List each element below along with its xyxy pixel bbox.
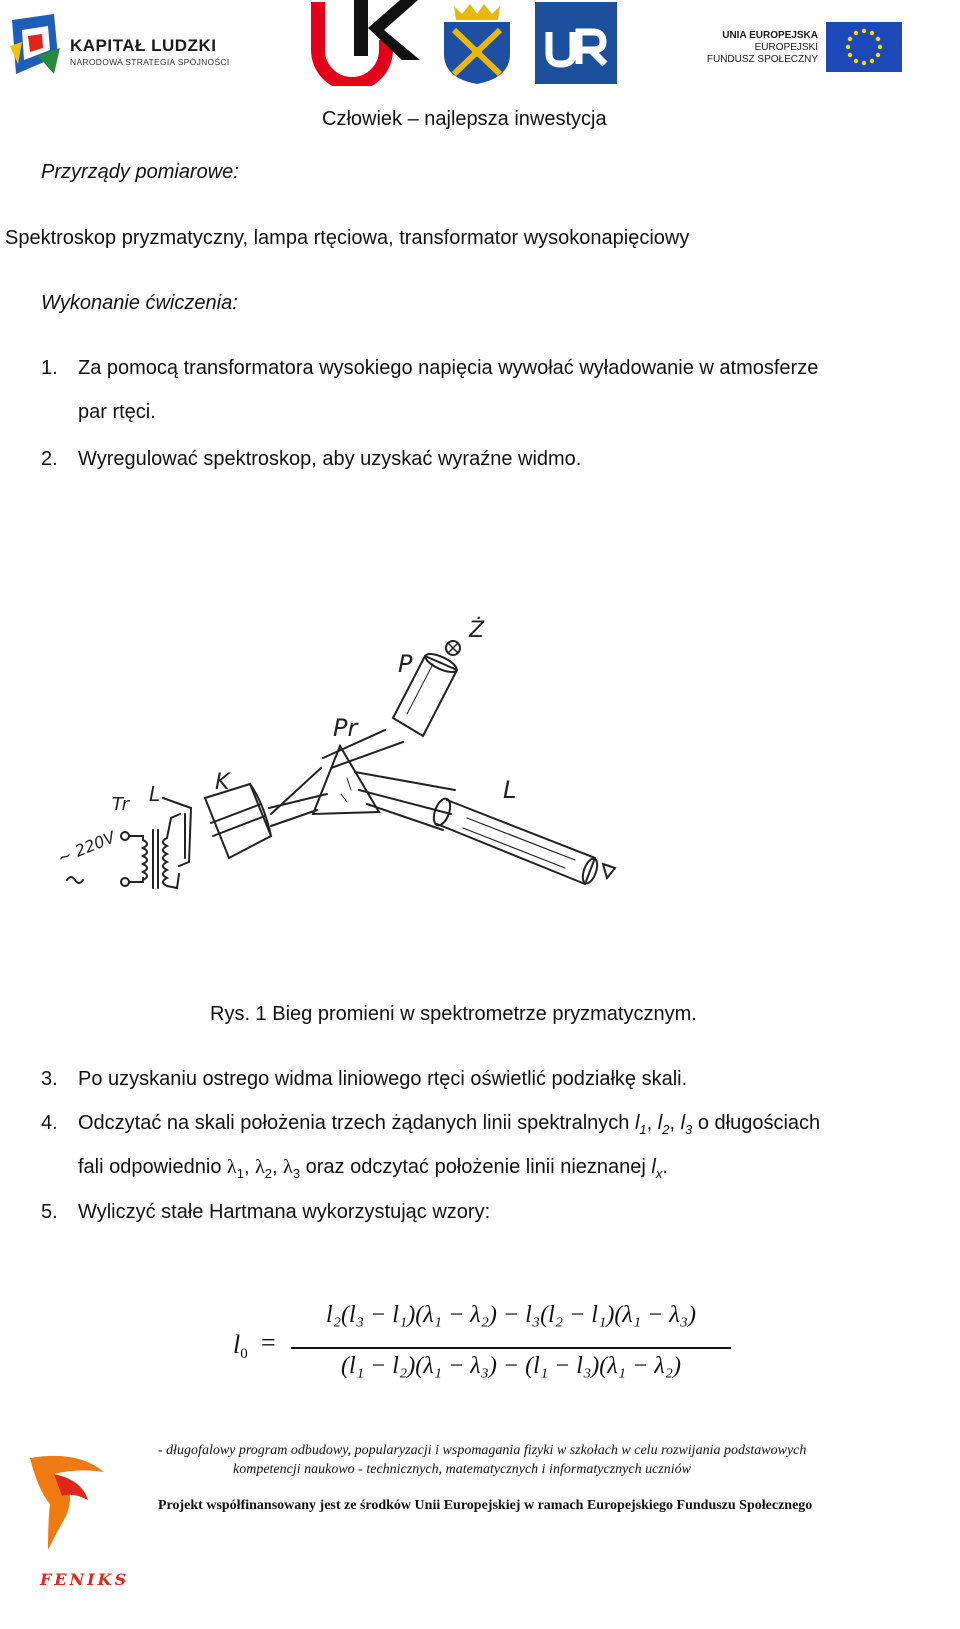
eu-text-block <box>706 30 818 66</box>
kapital-ludzki-subtitle: NARODOWA STRATEGIA SPÓJNOŚCI <box>70 57 230 67</box>
step-number: 5. <box>41 1201 58 1223</box>
formula-numerator: l₂(l₃ − l₁)(λ₁ − λ₂) − l₃(l₂ − l₁)(λ₁ − λ₃) <box>326 1302 696 1328</box>
step-number: 3. <box>41 1068 58 1090</box>
label-p: P <box>398 650 413 678</box>
eu-text-line3: FUNDUSZ SPOŁECZNY <box>706 54 818 65</box>
step-number: 4. <box>41 1112 58 1134</box>
symbol-l2: $l_2$ <box>657 1112 670 1137</box>
label-k: K <box>215 770 230 795</box>
eu-text-line2: EUROPEJSKI <box>754 42 818 53</box>
step-number: 1. <box>41 357 58 379</box>
step-text: Po uzyskaniu ostrego widma liniowego rtęci oświetlić podziałkę skali. <box>78 1068 688 1090</box>
formula-lhs: $l_0$ <box>233 1330 248 1362</box>
coat-of-arms-icon <box>438 2 516 86</box>
step-text: Wyregulować spektroskop, aby uzyskać wyraźne widmo. <box>78 448 582 470</box>
kapital-ludzki-title: KAPITAŁ LUDZKI <box>70 36 217 55</box>
label-lamp: L <box>149 782 161 806</box>
fraction-bar <box>291 1347 731 1349</box>
symbol-lambda2: $\lambda_2$ <box>255 1156 272 1181</box>
footer-line2: kompetencji naukowo - technicznych, matematycznych i informatycznych uczniów <box>233 1462 691 1477</box>
uj-logo <box>310 0 422 86</box>
feniks-wordmark: FENIKS <box>40 1570 130 1589</box>
feniks-logo-icon <box>18 1450 128 1562</box>
formula-equals: = <box>261 1328 276 1357</box>
symbol-l3: $l_3$ <box>680 1112 693 1137</box>
symbol-lx: $l_x$ <box>651 1156 663 1181</box>
step-text: Odczytać na skali położenia trzech żądanych linii spektralnych $l_1$ , $l_2$ , $l_3$ o długościach <box>78 1112 821 1137</box>
footer-line1: - długofalowy program odbudowy, popularyzacji i wspomagania fizyki w szkołach w celu rozwijania podstawowych <box>158 1443 807 1458</box>
footer-line3: Projekt współfinansowany jest ze środków Unii Europejskiej w ramach Europejskiego Funduszu Społecznego <box>158 1498 813 1513</box>
symbol-l1: $l_1$ <box>634 1112 647 1137</box>
eu-text-line1: UNIA EUROPEJSKA <box>722 30 818 41</box>
heading-procedure: Wykonanie ćwiczenia: <box>41 292 238 314</box>
heading-instruments: Przyrządy pomiarowe: <box>41 161 239 183</box>
kapital-ludzki-emblem <box>8 12 64 82</box>
label-tr: Tr <box>112 794 129 815</box>
hartmann-formula <box>233 1300 753 1400</box>
step-text-continuation: fali odpowiednio $\lambda_1$, $\lambda_2$, $\lambda_3$ oraz odczytać położenie linii nieznanej $l_x$. <box>78 1156 668 1181</box>
header-slogan: Człowiek – najlepsza inwestycja <box>322 108 607 130</box>
symbol-lambda1: $\lambda_1$ <box>227 1156 244 1181</box>
step-text: Wyliczyć stałe Hartmana wykorzystując wzory: <box>78 1201 491 1223</box>
header-logos <box>0 0 960 90</box>
figure-caption: Rys. 1 Bieg promieni w spektrometrze pryzmatycznym. <box>210 1003 697 1025</box>
step-text: Za pomocą transformatora wysokiego napięcia wywołać wyładowanie w atmosferze <box>78 357 819 379</box>
formula-denominator: (l₁ − l₂)(λ₁ − λ₃) − (l₁ − l₃)(λ₁ − λ₂) <box>341 1353 681 1379</box>
step-text-continuation: par rtęci. <box>78 401 156 423</box>
ur-logo <box>535 2 617 84</box>
symbol-lambda3: $\lambda_3$ <box>283 1156 301 1181</box>
step-text-segment: o długościach <box>692 1112 821 1134</box>
instruments-text: Spektroskop pryzmatyczny, lampa rtęciowa, transformator wysokonapięciowy <box>5 227 690 249</box>
label-telescope: L <box>503 776 517 804</box>
label-voltage: ~ 220V <box>55 827 118 868</box>
eu-flag-icon <box>826 22 902 72</box>
label-z: Ż <box>469 618 485 643</box>
label-pr: Pr <box>333 714 358 742</box>
step-text-segment: Odczytać na skali położenia trzech żądanych linii spektralnych <box>78 1112 635 1134</box>
step-number: 2. <box>41 448 58 470</box>
figure-labels <box>55 618 645 898</box>
